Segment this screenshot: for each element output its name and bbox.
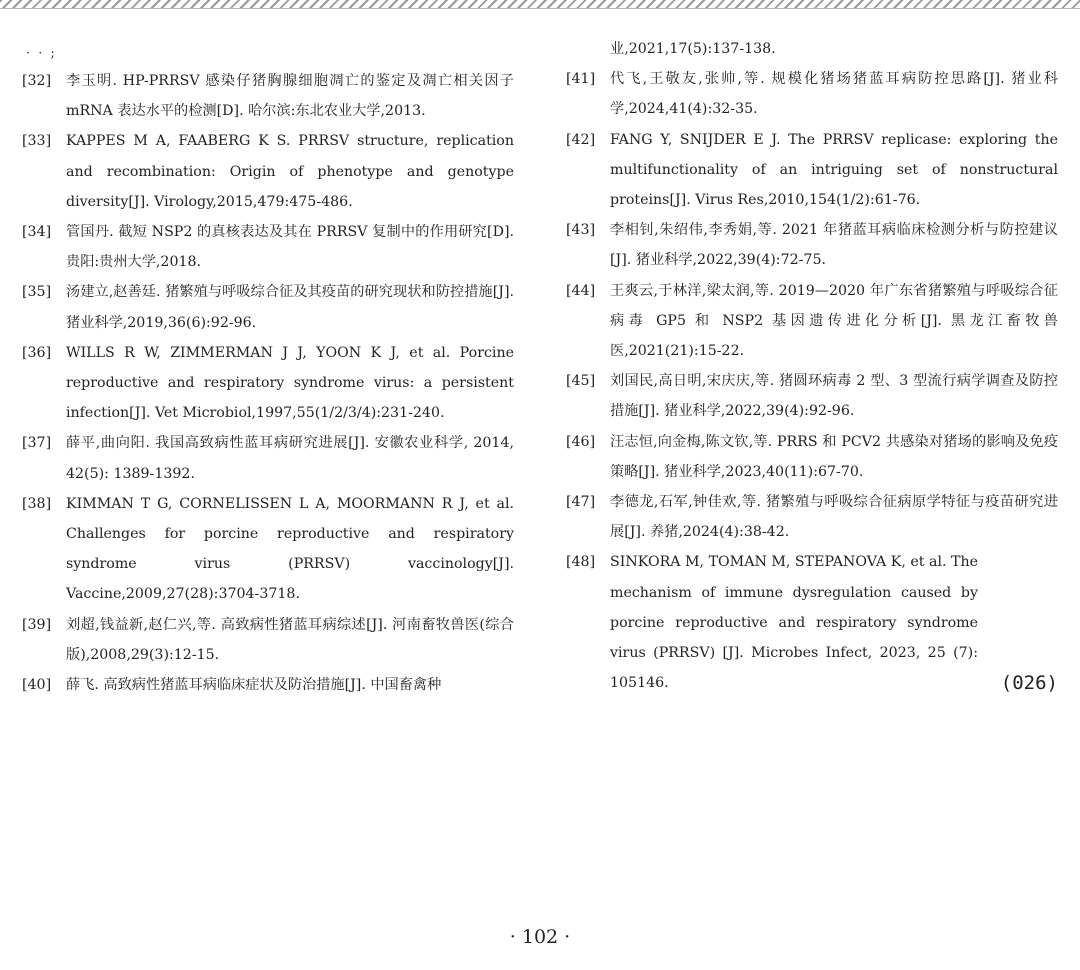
reference-text: FANG Y, SNIJDER E J. The PRRSV replicase: exploring the multifunctionality of an intriguing set of nonstructural proteins[J]. Virus Res,2010,154(1/2):61-76. — [610, 131, 1058, 209]
reference-number: [32] — [22, 73, 52, 89]
reference-number: [41] — [566, 71, 596, 88]
reference-number: [48] — [566, 554, 596, 571]
reference-entry — [566, 125, 1058, 216]
header-artifact: · · ; — [26, 46, 57, 61]
reference-text: 刘超,钱益新,赵仁兴,等. 高致病性猪蓝耳病综述[J]. 河南畜牧兽医(综合版),2008,29(3):12-15. — [66, 616, 514, 663]
reference-text: 汤建立,赵善廷. 猪繁殖与呼吸综合征及其疫苗的研究现状和防控措施[J]. 猪业科学,2019,36(6):92-96. — [66, 284, 514, 331]
reference-text: 李相钊,朱绍伟,李秀娟,等. 2021 年猪蓝耳病临床检测分析与防控建议[J]. 猪业科学,2022,39(4):72-75. — [610, 222, 1058, 269]
reference-entry — [22, 610, 514, 670]
reference-number: [35] — [22, 284, 52, 301]
reference-entry — [566, 366, 1058, 426]
reference-number: [43] — [566, 222, 596, 239]
reference-entry — [566, 427, 1058, 487]
reference-text: 李德龙,石军,钟佳欢,等. 猪繁殖与呼吸综合征病原学特征与疫苗研究进展[J]. 养猪,2024(4):38-42. — [610, 494, 1058, 541]
reference-entry — [566, 215, 1058, 275]
reference-number: [34] — [22, 224, 52, 241]
reference-entry — [22, 126, 514, 217]
reference-text: KAPPES M A, FAABERG K S. PRRSV structure, replication and recombination: Origin of phenotype and genotype diversity[J]. Virology,2015,479:475-486. — [66, 133, 514, 210]
top-decorative-border — [0, 0, 1080, 9]
reference-entry — [22, 670, 514, 700]
reference-number: [44] — [566, 282, 596, 299]
reference-entry — [566, 547, 1058, 698]
reference-number: [38] — [22, 495, 52, 512]
reference-entry — [22, 489, 514, 610]
reference-number: [46] — [566, 433, 596, 450]
reference-entry — [22, 338, 514, 429]
reference-text: 刘国民,高日明,宋庆庆,等. 猪圆环病毒 2 型、3 型流行病学调查及防控措施[J]. 猪业科学,2022,39(4):92-96. — [610, 373, 1058, 420]
article-code: (026) — [1000, 672, 1058, 695]
reference-number: [37] — [22, 435, 52, 452]
reference-text: WILLS R W, ZIMMERMAN J J, YOON K J, et al. Porcine reproductive and respiratory syndrome virus: a persistent infection[J]. Vet Microbiol,1997,55(1/2/3/4):231-240. — [66, 344, 514, 422]
reference-text: 代飞,王敬友,张帅,等. 规模化猪场猪蓝耳病防控思路[J]. 猪业科学,2024,41(4):32-35. — [610, 71, 1058, 118]
reference-entry — [566, 64, 1058, 124]
reference-entry — [566, 487, 1058, 547]
reference-text: 薛飞. 高致病性猪蓝耳病临床症状及防治措施[J]. 中国畜禽种 — [66, 677, 442, 694]
reference-text: 王爽云,于林洋,梁太润,等. 2019—2020 年广东省猪繁殖与呼吸综合征病毒 GP5 和 NSP2 基因遗传进化分析[J]. 黑龙江畜牧兽医,2021(21):15-22. — [610, 282, 1058, 360]
reference-entry — [22, 428, 514, 488]
reference-number: [40] — [22, 677, 52, 694]
page-number: · 102 · — [509, 926, 571, 948]
reference-entry — [566, 276, 1058, 367]
reference-text: 李玉明. HP-PRRSV 感染仔猪胸腺细胞凋亡的鉴定及凋亡相关因子 mRNA 表达水平的检测[D]. 哈尔滨:东北农业大学,2013. — [66, 73, 514, 120]
reference-number: [33] — [22, 133, 52, 150]
reference-text: 薛平,曲向阳. 我国高致病性蓝耳病研究进展[J]. 安徽农业科学, 2014, 42(5): 1389-1392. — [66, 435, 514, 482]
reference-text: SINKORA M, TOMAN M, STEPANOVA K, et al. The mechanism of immune dysregulation caused by porcine reproductive and respiratory syndrome virus (PRRSV) [J]. Microbes Infect, 2023, 25 (7): 105146. — [610, 554, 979, 692]
reference-continuation: 业,2021,17(5):137-138. — [610, 41, 776, 57]
reference-entry — [22, 66, 514, 126]
reference-text: KIMMAN T G, CORNELISSEN L A, MOORMANN R J, et al. Challenges for porcine reproductive and respiratory syndrome virus (PRRSV) vaccinology[J]. Vaccine,2009,27(28):3704-3718. — [66, 495, 514, 603]
reference-entry — [22, 277, 514, 337]
right-reference-column — [566, 34, 1058, 698]
left-reference-column — [22, 66, 514, 700]
reference-text: 汪志恒,向金梅,陈文钦,等. PRRS 和 PCV2 共感染对猪场的影响及免疫策略[J]. 猪业科学,2023,40(11):67-70. — [610, 433, 1058, 480]
reference-number: [47] — [566, 494, 596, 511]
reference-text: 管国丹. 截短 NSP2 的真核表达及其在 PRRSV 复制中的作用研究[D]. 贵阳:贵州大学,2018. — [66, 224, 514, 271]
reference-number: [45] — [566, 373, 596, 390]
reference-number: [42] — [566, 131, 596, 148]
reference-number: [36] — [22, 344, 52, 361]
reference-number: [39] — [22, 616, 52, 633]
reference-entry — [22, 217, 514, 277]
